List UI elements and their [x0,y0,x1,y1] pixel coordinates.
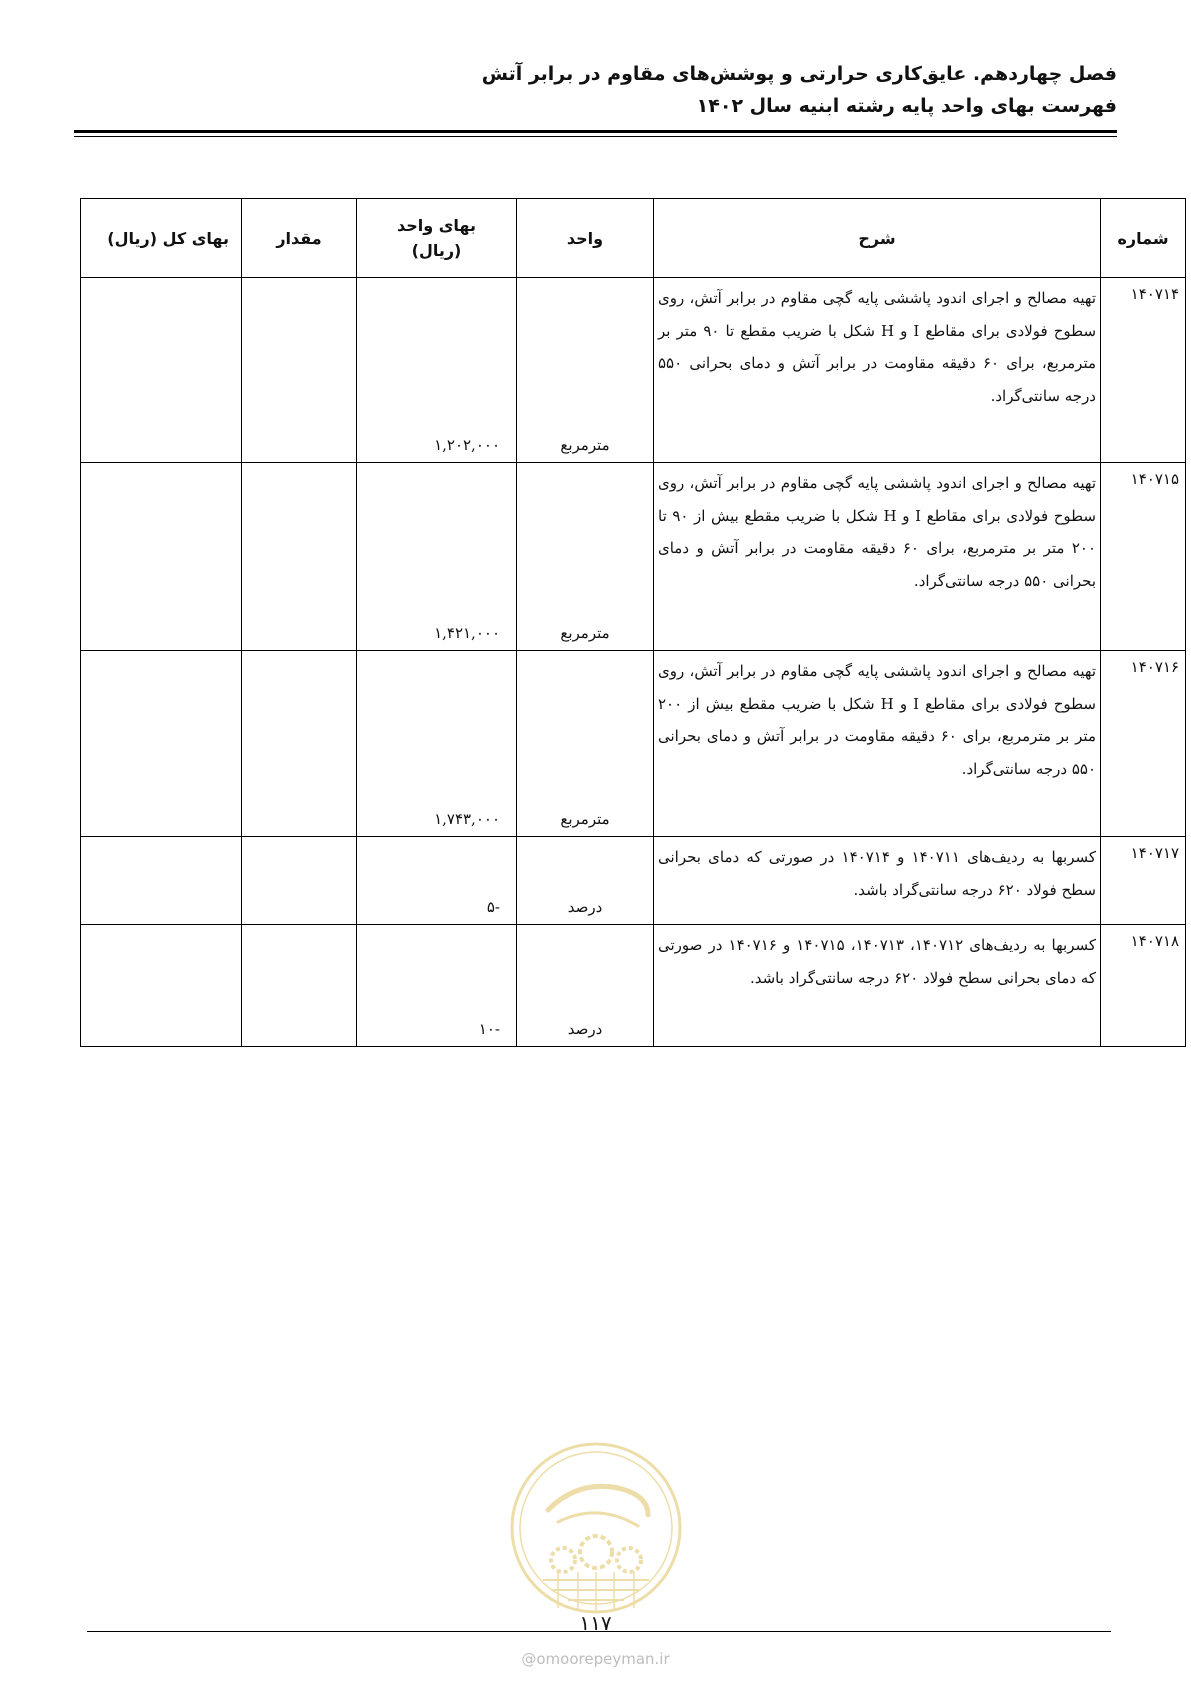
item-description: تهیه مصالح و اجرای اندود پاششی پایه گچی مقاوم در برابر آتش، روی سطوح فولادی برای مقاطع I و H شکل با ضریب مقطع بیش از ۹۰ تا ۲۰۰ متر بر مترمربع، برای ۶۰ دقیقه مقاومت در برابر آتش و دمای بحرانی ۵۵۰ درجه سانتی‌گراد. [654,463,1101,651]
page-number: ۱۱۷ [579,1611,612,1635]
footer-divider [87,1631,1111,1632]
item-unit-price: ۱,۴۲۱,۰۰۰ [357,463,517,651]
item-unit-price: -۱۰ [357,925,517,1047]
header-quantity: مقدار [242,199,357,278]
header-unit: واحد [517,199,654,278]
item-description: کسربها به ردیف‌های ۱۴۰۷۱۲، ۱۴۰۷۱۳، ۱۴۰۷۱۵ و ۱۴۰۷۱۶ در صورتی که دمای بحرانی سطح فولاد ۶۲۰ درجه سانتی‌گراد باشد. [654,925,1101,1047]
item-code: ۱۴۰۷۱۴ [1101,278,1186,463]
item-code: ۱۴۰۷۱۸ [1101,925,1186,1047]
table-row [81,651,1186,837]
table-row [81,278,1186,463]
header-total-price-label: بهای کل (ریال) [107,228,229,248]
item-description: تهیه مصالح و اجرای اندود پاششی پایه گچی مقاوم در برابر آتش، روی سطوح فولادی برای مقاطع I و H شکل با ضریب مقطع تا ۹۰ متر بر مترمربع، برای ۶۰ دقیقه مقاومت در برابر آتش و دمای بحرانی ۵۵۰ درجه سانتی‌گراد. [654,278,1101,463]
header-description: شرح [654,199,1101,278]
item-total [81,463,242,651]
header-total-price [81,199,242,278]
document-subtitle: فهرست بهای واحد پایه رشته ابنیه سال ۱۴۰۲ [696,95,1117,117]
item-total [81,837,242,925]
header-unit-price [357,199,517,278]
item-unit: مترمربع [517,278,654,463]
watermark-seal-icon [508,1440,684,1616]
item-description: کسربها به ردیف‌های ۱۴۰۷۱۱ و ۱۴۰۷۱۴ در صورتی که دمای بحرانی سطح فولاد ۶۲۰ درجه سانتی‌گراد باشد. [654,837,1101,925]
item-unit: درصد [517,925,654,1047]
item-unit-price: -۵ [357,837,517,925]
item-quantity [242,651,357,837]
item-description: تهیه مصالح و اجرای اندود پاششی پایه گچی مقاوم در برابر آتش، روی سطوح فولادی برای مقاطع I و H شکل با ضریب مقطع بیش از ۲۰۰ متر بر مترمربع، برای ۶۰ دقیقه مقاومت در برابر آتش و دمای بحرانی ۵۵۰ درجه سانتی‌گراد. [654,651,1101,837]
item-code: ۱۴۰۷۱۶ [1101,651,1186,837]
item-total [81,651,242,837]
item-unit-price: ۱,۷۴۳,۰۰۰ [357,651,517,837]
item-code: ۱۴۰۷۱۵ [1101,463,1186,651]
item-quantity [242,837,357,925]
item-unit: مترمربع [517,463,654,651]
table-row [81,837,1186,925]
watermark-logo [508,1440,684,1616]
item-unit: مترمربع [517,651,654,837]
header-code: شماره [1101,199,1186,278]
footer-website-link[interactable]: @omoorepeyman.ir [521,1650,670,1668]
item-total [81,278,242,463]
header-divider-thick [74,130,1117,133]
item-total [81,925,242,1047]
header-unit-price-currency: (ریال) [411,241,462,260]
table-row [81,925,1186,1047]
item-quantity [242,925,357,1047]
price-list-table [80,198,1186,1047]
item-unit-price: ۱,۲۰۲,۰۰۰ [357,278,517,463]
item-quantity [242,278,357,463]
page-header [74,58,1117,122]
header-divider-thin [74,136,1117,137]
table-header-row [81,199,1186,278]
table-row [81,463,1186,651]
item-quantity [242,463,357,651]
chapter-title: فصل چهاردهم. عایق‌کاری حرارتی و پوشش‌های مقاوم در برابر آتش [481,63,1117,85]
item-code: ۱۴۰۷۱۷ [1101,837,1186,925]
item-unit: درصد [517,837,654,925]
header-unit-price-label: بهای واحد [396,216,476,235]
